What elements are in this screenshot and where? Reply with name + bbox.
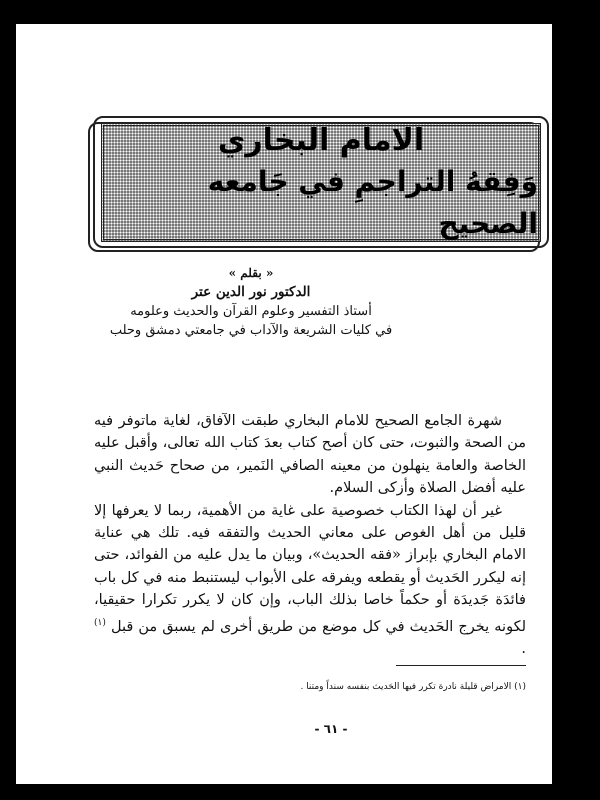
page-number: - ٦١ -	[314, 722, 348, 736]
author-name: الدكتور نور الدين عتر	[191, 284, 311, 300]
paragraph-end: .	[521, 640, 526, 657]
footnote-divider	[396, 665, 526, 666]
title-main: الامام البخاري	[217, 122, 425, 158]
author-position: أستاذ التفسير وعلوم القرآن والحديث وعلومه	[130, 304, 372, 319]
paragraph-text: غير أن لهذا الكتاب خصوصية على غاية من الأهمية، ربما لا يعرفها إلا قليل من أهل الغوص على معاني الحديث والتفقه فيه. تلك هي عناية الامام البخاري بإبراز «فقه الحديث»، وبيان ما يدل عليه من الفوائد، حتى إنه ليكرر الحَديث أو يقطعه ويفرقه على الأبواب ليستنبط منه في كل باب فائدَة جَديدَة أو حكماً خاصا بذلك الباب، وإن كان لا يكرر تكرارا حقيقيا، لكونه يخرج الحَديث في كل موضع من طريق أخرى لم يسبق من قبل	[94, 502, 526, 635]
title-box	[101, 123, 541, 242]
document-page	[16, 24, 552, 784]
footnote-reference[interactable]: (١)	[94, 617, 106, 628]
footnote: (١) الامراض قليلة نادرة تكرر فيها الحَديث بنفسه سنداً ومتنا .	[300, 682, 526, 692]
author-affiliation: في كليات الشريعة والآداب في جامعتي دمشق وحلب	[109, 323, 393, 338]
paragraph	[94, 500, 526, 661]
byline: « بقلم »	[228, 266, 274, 280]
author-block	[96, 264, 406, 340]
title-subtitle: وَفِقهُ التراجمِ في جَامعه الصحيح	[207, 164, 538, 240]
body-text	[94, 410, 526, 660]
paragraph: شهرة الجامع الصحيح للامام البخاري طبقت الآفاق، لغاية ماتوفر فيه من الصحة والثبوت، حتى كان أصح كتاب بعدَ كتاب الله تعالى، وأقبل عليه الخاصة والعامة ينهلون من معينه الصافي النَمير، من صحاح حَديث النبي عليه أفضل الصلاة وأزكى السلام.	[94, 413, 526, 497]
